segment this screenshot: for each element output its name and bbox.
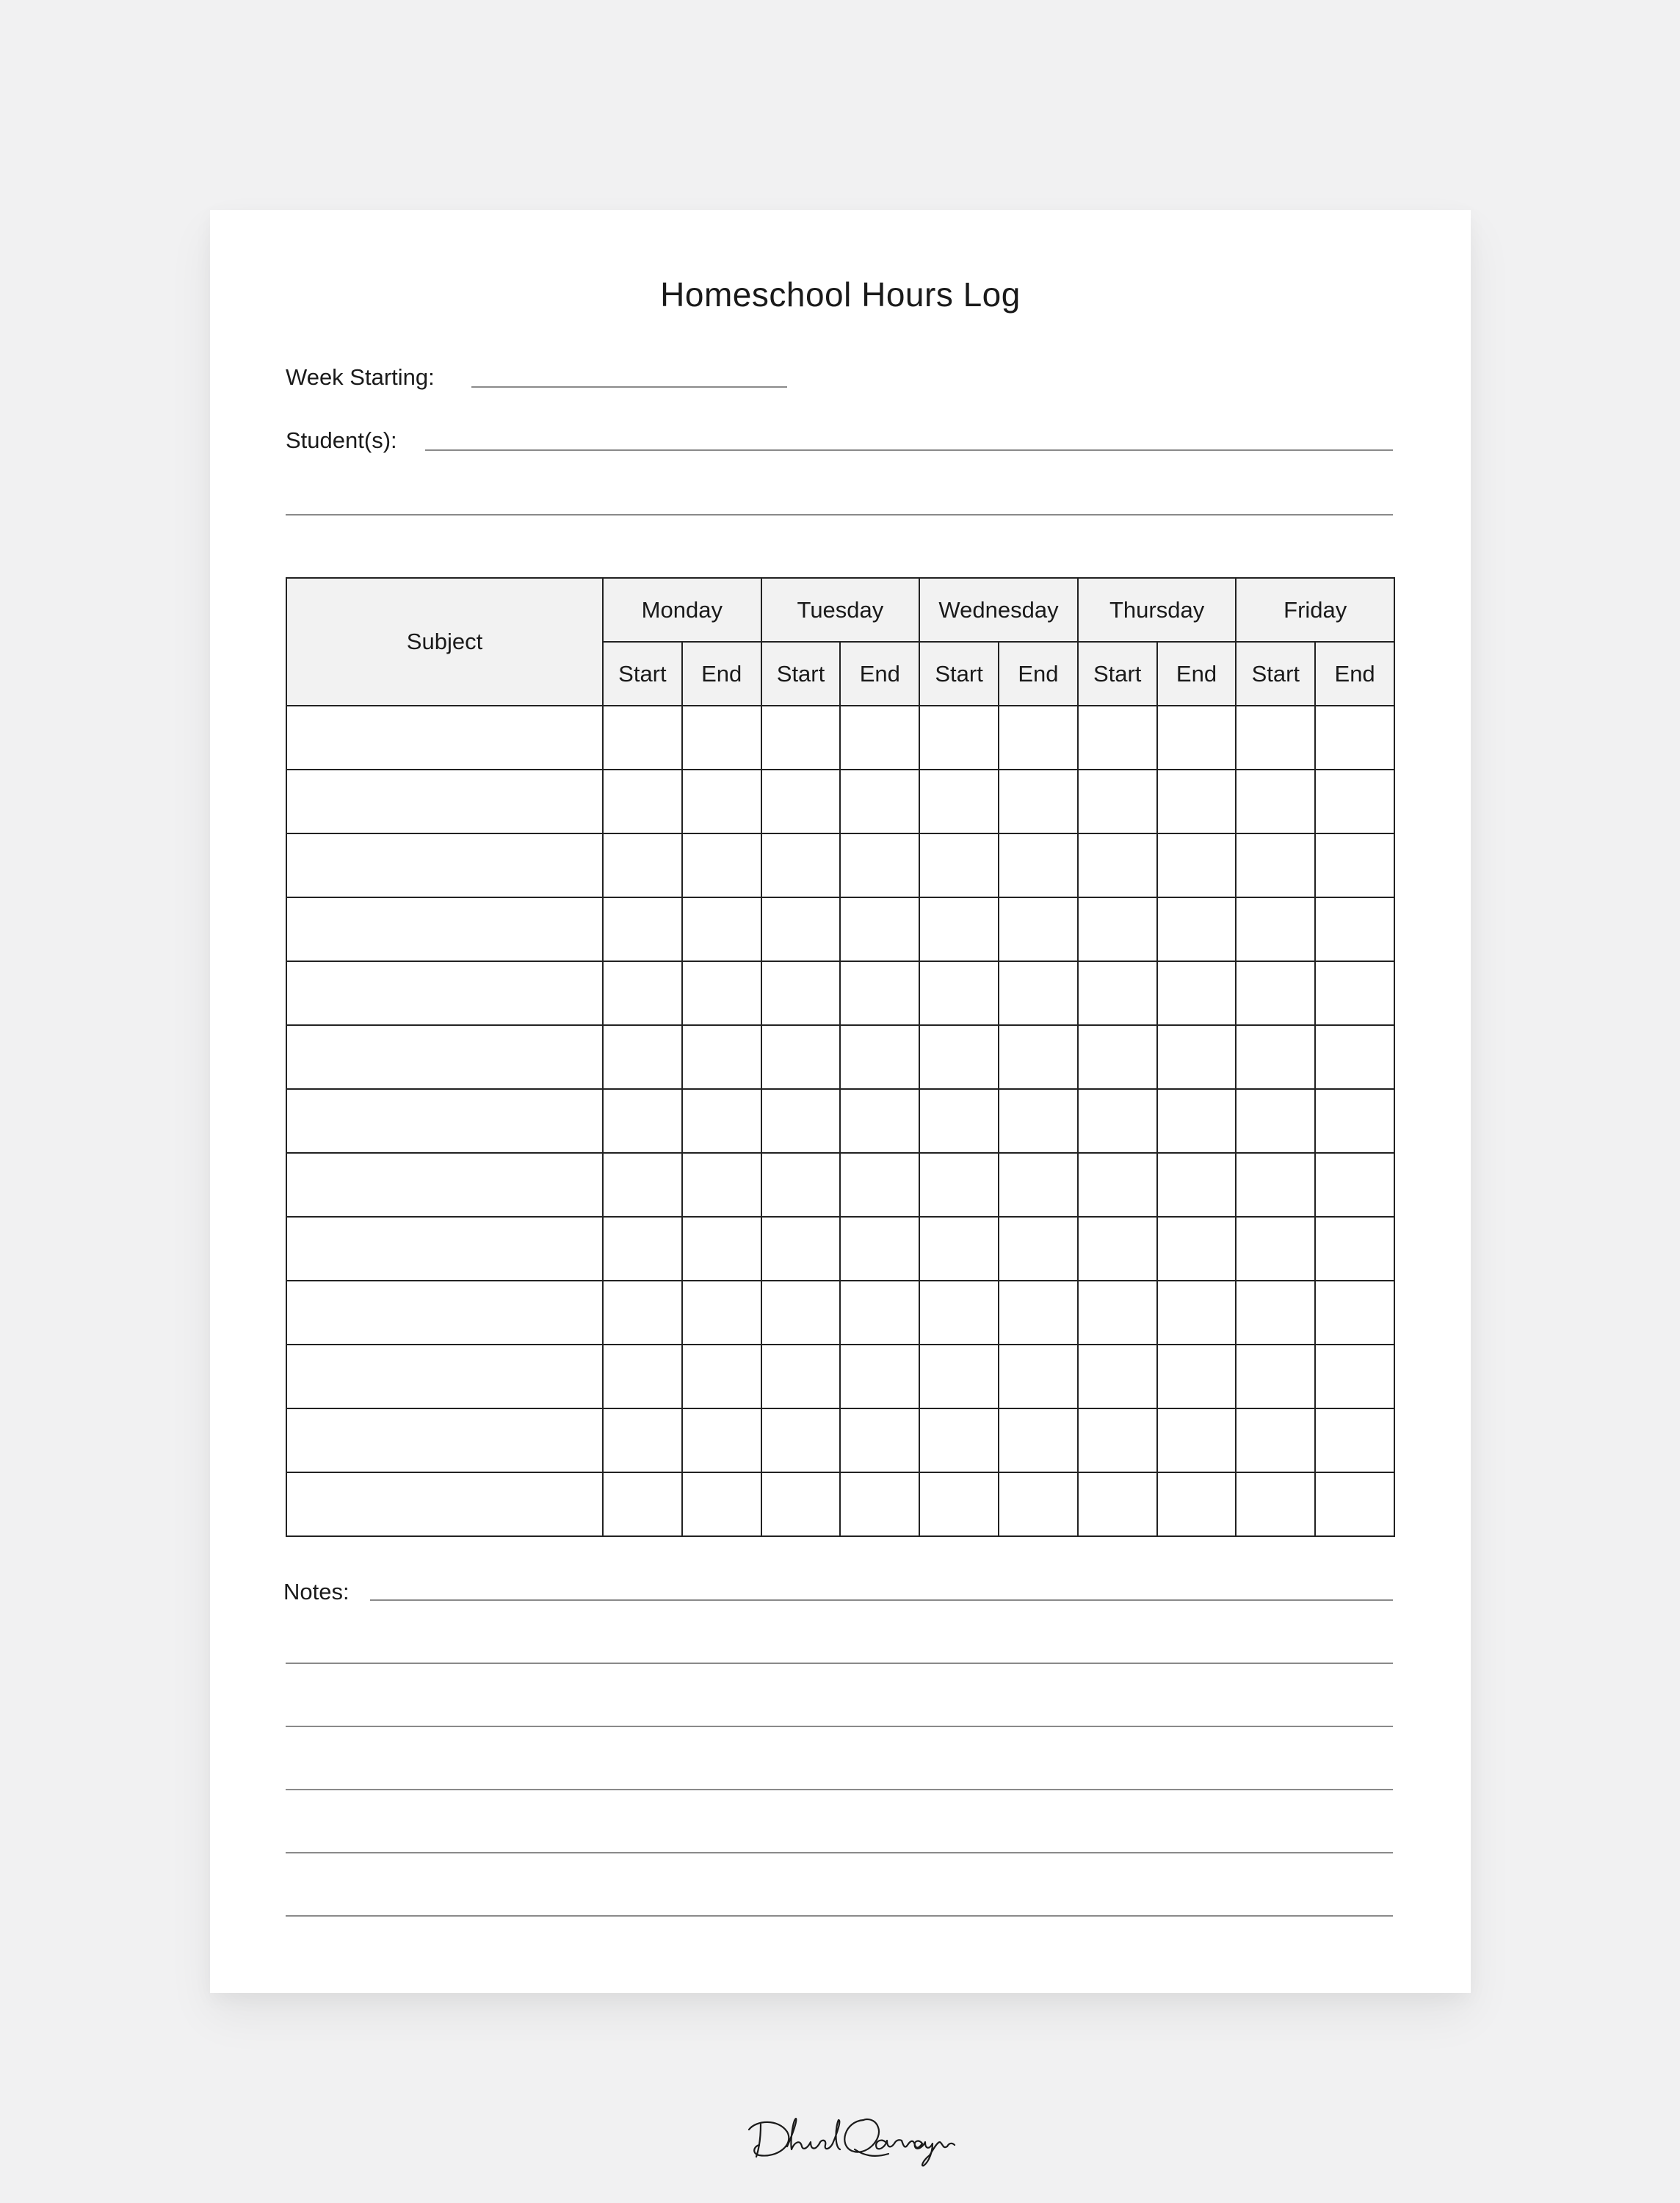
start-header: Start — [919, 642, 999, 706]
start-time-cell[interactable] — [919, 1281, 999, 1345]
end-time-cell[interactable] — [1157, 770, 1237, 833]
subject-cell[interactable] — [286, 1281, 603, 1345]
start-time-cell[interactable] — [1078, 833, 1157, 897]
start-time-cell[interactable] — [1078, 1089, 1157, 1153]
end-time-cell[interactable] — [1157, 706, 1237, 770]
end-time-cell[interactable] — [682, 1345, 761, 1408]
start-time-cell[interactable] — [919, 706, 999, 770]
end-time-cell[interactable] — [1315, 833, 1394, 897]
end-time-cell[interactable] — [1157, 1408, 1237, 1472]
end-time-cell[interactable] — [840, 1025, 919, 1089]
start-time-cell[interactable] — [1078, 1345, 1157, 1408]
start-time-cell[interactable] — [603, 1281, 682, 1345]
end-time-cell[interactable] — [682, 1025, 761, 1089]
end-time-cell[interactable] — [1157, 1089, 1237, 1153]
table-row — [286, 1025, 1394, 1089]
subject-header: Subject — [286, 578, 603, 706]
printable-sheet — [210, 210, 1471, 1993]
end-time-cell[interactable] — [1315, 1025, 1394, 1089]
start-time-cell[interactable] — [1236, 1217, 1315, 1281]
start-time-cell[interactable] — [919, 897, 999, 961]
start-time-cell[interactable] — [1078, 1472, 1157, 1536]
signature-logo — [0, 2104, 1680, 2170]
end-time-cell[interactable] — [840, 706, 919, 770]
end-time-cell[interactable] — [1157, 1153, 1237, 1217]
table-row — [286, 833, 1394, 897]
end-time-cell[interactable] — [999, 1089, 1078, 1153]
end-time-cell[interactable] — [682, 770, 761, 833]
end-time-cell[interactable] — [682, 1089, 761, 1153]
end-time-cell[interactable] — [840, 833, 919, 897]
start-time-cell[interactable] — [1236, 1408, 1315, 1472]
start-time-cell[interactable] — [761, 1408, 841, 1472]
start-time-cell[interactable] — [1078, 1025, 1157, 1089]
end-time-cell[interactable] — [682, 833, 761, 897]
start-time-cell[interactable] — [1236, 1345, 1315, 1408]
table-row — [286, 897, 1394, 961]
subject-cell[interactable] — [286, 1408, 603, 1472]
end-time-cell[interactable] — [682, 1472, 761, 1536]
start-time-cell[interactable] — [919, 1153, 999, 1217]
subject-cell[interactable] — [286, 770, 603, 833]
start-time-cell[interactable] — [603, 1217, 682, 1281]
start-time-cell[interactable] — [603, 1025, 682, 1089]
notes-line — [286, 1726, 1393, 1727]
day-header-friday: Friday — [1236, 578, 1394, 642]
end-time-cell[interactable] — [1157, 1472, 1237, 1536]
end-time-cell[interactable] — [840, 1089, 919, 1153]
start-time-cell[interactable] — [761, 1217, 841, 1281]
table-row — [286, 706, 1394, 770]
end-time-cell[interactable] — [1157, 1217, 1237, 1281]
start-time-cell[interactable] — [761, 897, 841, 961]
start-header: Start — [1078, 642, 1157, 706]
end-time-cell[interactable] — [1315, 1472, 1394, 1536]
table-body — [286, 706, 1394, 1536]
start-time-cell[interactable] — [603, 897, 682, 961]
start-time-cell[interactable] — [603, 1345, 682, 1408]
start-time-cell[interactable] — [603, 706, 682, 770]
start-time-cell[interactable] — [1078, 1281, 1157, 1345]
end-time-cell[interactable] — [999, 961, 1078, 1025]
end-time-cell[interactable] — [1315, 706, 1394, 770]
subject-cell[interactable] — [286, 1472, 603, 1536]
start-time-cell[interactable] — [1078, 961, 1157, 1025]
end-time-cell[interactable] — [1157, 833, 1237, 897]
start-time-cell[interactable] — [919, 770, 999, 833]
start-time-cell[interactable] — [1078, 706, 1157, 770]
end-time-cell[interactable] — [682, 1217, 761, 1281]
start-time-cell[interactable] — [919, 961, 999, 1025]
end-time-cell[interactable] — [1315, 1281, 1394, 1345]
start-header: Start — [761, 642, 841, 706]
notes-line — [286, 1663, 1393, 1664]
end-time-cell[interactable] — [682, 961, 761, 1025]
end-time-cell[interactable] — [1157, 1281, 1237, 1345]
end-time-cell[interactable] — [840, 1408, 919, 1472]
end-time-cell[interactable] — [840, 1281, 919, 1345]
start-time-cell[interactable] — [761, 706, 841, 770]
start-time-cell[interactable] — [1078, 770, 1157, 833]
page-title: Homeschool Hours Log — [660, 275, 1021, 314]
end-time-cell[interactable] — [999, 1472, 1078, 1536]
end-time-cell[interactable] — [999, 1408, 1078, 1472]
end-time-cell[interactable] — [1157, 1345, 1237, 1408]
start-time-cell[interactable] — [919, 833, 999, 897]
table-row — [286, 1153, 1394, 1217]
start-time-cell[interactable] — [1078, 1153, 1157, 1217]
start-time-cell[interactable] — [761, 833, 841, 897]
start-time-cell[interactable] — [1236, 833, 1315, 897]
end-time-cell[interactable] — [999, 770, 1078, 833]
start-header: Start — [1236, 642, 1315, 706]
subject-cell[interactable] — [286, 1153, 603, 1217]
end-time-cell[interactable] — [1315, 1153, 1394, 1217]
end-time-cell[interactable] — [1315, 1345, 1394, 1408]
notes-line — [286, 1852, 1393, 1853]
start-time-cell[interactable] — [603, 770, 682, 833]
start-time-cell[interactable] — [761, 770, 841, 833]
table-row — [286, 1089, 1394, 1153]
start-time-cell[interactable] — [603, 961, 682, 1025]
end-time-cell[interactable] — [999, 897, 1078, 961]
end-time-cell[interactable] — [1157, 897, 1237, 961]
subject-cell[interactable] — [286, 1345, 603, 1408]
subject-cell[interactable] — [286, 706, 603, 770]
students-label: Student(s): — [286, 427, 397, 453]
end-header: End — [840, 642, 919, 706]
end-header: End — [682, 642, 761, 706]
start-time-cell[interactable] — [761, 1345, 841, 1408]
start-time-cell[interactable] — [603, 1408, 682, 1472]
end-time-cell[interactable] — [840, 1217, 919, 1281]
table-row — [286, 1345, 1394, 1408]
start-time-cell[interactable] — [761, 1025, 841, 1089]
end-time-cell[interactable] — [682, 1153, 761, 1217]
end-header: End — [999, 642, 1078, 706]
start-time-cell[interactable] — [761, 1472, 841, 1536]
end-time-cell[interactable] — [999, 1153, 1078, 1217]
subject-cell[interactable] — [286, 1217, 603, 1281]
end-time-cell[interactable] — [682, 1408, 761, 1472]
start-header: Start — [603, 642, 682, 706]
table-row — [286, 961, 1394, 1025]
day-header-monday: Monday — [603, 578, 761, 642]
end-time-cell[interactable] — [1157, 961, 1237, 1025]
end-time-cell[interactable] — [999, 1025, 1078, 1089]
end-time-cell[interactable] — [682, 897, 761, 961]
table-row — [286, 1408, 1394, 1472]
end-time-cell[interactable] — [840, 961, 919, 1025]
end-time-cell[interactable] — [840, 897, 919, 961]
start-time-cell[interactable] — [1236, 1153, 1315, 1217]
table-row — [286, 1281, 1394, 1345]
start-time-cell[interactable] — [919, 1217, 999, 1281]
end-time-cell[interactable] — [682, 1281, 761, 1345]
end-time-cell[interactable] — [682, 706, 761, 770]
start-time-cell[interactable] — [1078, 1408, 1157, 1472]
start-time-cell[interactable] — [919, 1345, 999, 1408]
start-time-cell[interactable] — [1078, 897, 1157, 961]
start-time-cell[interactable] — [761, 1153, 841, 1217]
start-time-cell[interactable] — [919, 1472, 999, 1536]
start-time-cell[interactable] — [603, 1089, 682, 1153]
end-time-cell[interactable] — [1315, 1217, 1394, 1281]
start-time-cell[interactable] — [603, 1472, 682, 1536]
end-time-cell[interactable] — [840, 770, 919, 833]
students-line — [425, 449, 1393, 451]
start-time-cell[interactable] — [761, 961, 841, 1025]
end-time-cell[interactable] — [999, 833, 1078, 897]
students-line-2 — [286, 514, 1393, 516]
day-header-thursday: Thursday — [1078, 578, 1237, 642]
end-time-cell[interactable] — [1157, 1025, 1237, 1089]
start-time-cell[interactable] — [603, 1153, 682, 1217]
subject-cell[interactable] — [286, 1025, 603, 1089]
week-starting-label: Week Starting: — [286, 364, 435, 390]
start-time-cell[interactable] — [1236, 770, 1315, 833]
end-header: End — [1315, 642, 1394, 706]
start-time-cell[interactable] — [1236, 706, 1315, 770]
table-row — [286, 1472, 1394, 1536]
end-time-cell[interactable] — [1315, 770, 1394, 833]
end-time-cell[interactable] — [840, 1345, 919, 1408]
end-time-cell[interactable] — [1315, 1089, 1394, 1153]
notes-line — [286, 1789, 1393, 1790]
end-time-cell[interactable] — [999, 1281, 1078, 1345]
start-time-cell[interactable] — [761, 1089, 841, 1153]
start-time-cell[interactable] — [1236, 961, 1315, 1025]
day-header-wednesday: Wednesday — [919, 578, 1078, 642]
notes-line — [370, 1599, 1393, 1601]
end-time-cell[interactable] — [840, 1472, 919, 1536]
start-time-cell[interactable] — [1236, 1281, 1315, 1345]
subject-cell[interactable] — [286, 897, 603, 961]
subject-cell[interactable] — [286, 833, 603, 897]
hours-log-table — [286, 577, 1395, 1537]
start-time-cell[interactable] — [603, 833, 682, 897]
start-time-cell[interactable] — [1078, 1217, 1157, 1281]
end-time-cell[interactable] — [840, 1153, 919, 1217]
table-row — [286, 770, 1394, 833]
end-time-cell[interactable] — [999, 1217, 1078, 1281]
week-starting-line — [471, 386, 787, 388]
subject-cell[interactable] — [286, 961, 603, 1025]
subject-cell[interactable] — [286, 1089, 603, 1153]
day-header-tuesday: Tuesday — [761, 578, 920, 642]
start-time-cell[interactable] — [761, 1281, 841, 1345]
start-time-cell[interactable] — [919, 1408, 999, 1472]
start-time-cell[interactable] — [1236, 1025, 1315, 1089]
notes-line — [286, 1915, 1393, 1917]
start-time-cell[interactable] — [919, 1025, 999, 1089]
table-row — [286, 1217, 1394, 1281]
start-time-cell[interactable] — [1236, 1089, 1315, 1153]
end-time-cell[interactable] — [1315, 897, 1394, 961]
end-time-cell[interactable] — [1315, 1408, 1394, 1472]
end-time-cell[interactable] — [1315, 961, 1394, 1025]
start-time-cell[interactable] — [1236, 1472, 1315, 1536]
start-time-cell[interactable] — [919, 1089, 999, 1153]
table-header-row-days — [286, 578, 1394, 642]
notes-label: Notes: — [283, 1579, 350, 1605]
end-time-cell[interactable] — [999, 1345, 1078, 1408]
end-time-cell[interactable] — [999, 706, 1078, 770]
end-header: End — [1157, 642, 1237, 706]
start-time-cell[interactable] — [1236, 897, 1315, 961]
